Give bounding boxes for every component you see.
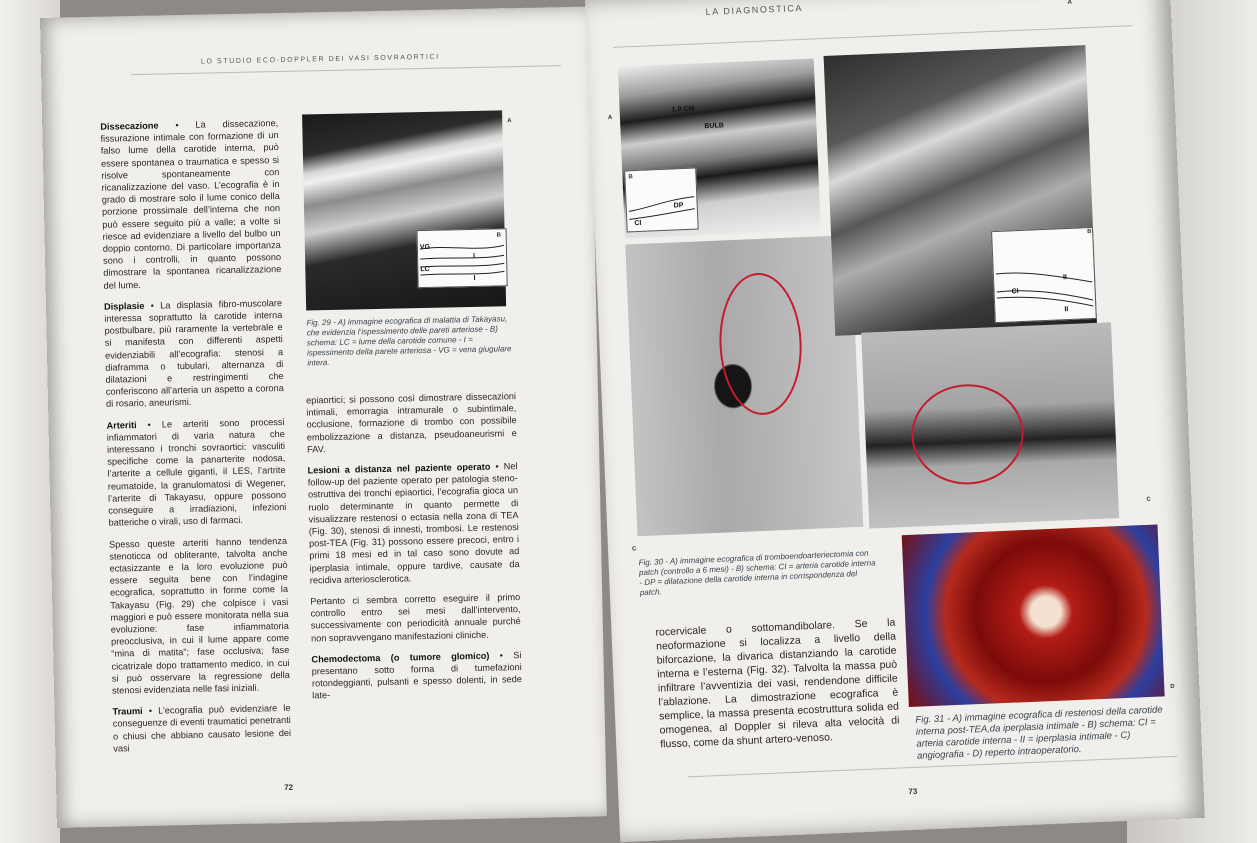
fig29-label-b: B: [496, 232, 502, 239]
fig29-label-a: A: [507, 118, 512, 125]
fig29-schema: [417, 228, 508, 288]
paragraph-pertanto: Pertanto ci sembra corretto eseguire il primo controllo entro sei mesi dall’intervento, successivamente con periodicità annuale purché non sopravvengano manifestazioni cliniche.: [310, 592, 521, 644]
fig30-caption: Fig. 30 - A) immagine ecografica di tromboendoarteriectomia con patch (controllo a 6 mesi) - B) schema: CI = arteria carotide interna - DP = dilatazione della carotide interna in corrispondenza del patch.: [638, 548, 876, 598]
fig30-label-ci: CI: [634, 219, 642, 228]
header-rule: [131, 65, 561, 75]
fig31-schema: [991, 227, 1097, 323]
left-column-1: [100, 117, 291, 764]
fig30-label-measure: 1.9 CM: [671, 105, 695, 114]
fig29-label-i1: I: [473, 252, 476, 260]
fig31-label-c: C: [1146, 496, 1151, 503]
paragraph-traumi: Traumi • L’ecografia può evidenziare le conseguenze di eventi traumatici penetranti o chiusi che abbiano causato lesione dei vasi: [112, 703, 292, 754]
left-page: [40, 6, 607, 827]
fig31-label-a: A: [1067, 0, 1073, 6]
fig29-label-vg: VG: [419, 243, 431, 252]
fig29-label-lc: LC: [420, 265, 430, 274]
fig31-label-b: B: [1087, 228, 1092, 236]
fig30-label-dp: DP: [673, 202, 684, 210]
fig29-caption: Fig. 29 - A) immagine ecografica di malattia di Takayasu, che evidenzia l’ispessimento delle pareti arteriose - B) schema: LC = lume della carotide comune - I = ispessimento della parete arteriosa - VG = vena giugulare intera.: [306, 314, 512, 368]
fig30-label-b: B: [628, 174, 633, 181]
paragraph-rocervicale: rocervicale o sottomandibolare. Se la neoformazione si localizza a livello della biforcazione, la divarica distanziando la carotide interna e l’esterna (Fig. 32). Talvolta la massa può infiltrare l’avventizia dei vasi, rendendone difficile l’ablazione. La dimostrazione ecografica è semplice, la massa presenta ecostruttura solida ed omogenea, al Doppler si rileva alta velocità di flusso, come da shunt artero-venoso.: [655, 616, 900, 751]
fig31-label-ci: CI: [1011, 288, 1019, 296]
paragraph-dissecazione: Dissecazione • La dissecazione, fissurazione intimale con formazione di un falso lume della carotide interna, può essere spontanea o traumatica e spesso si risolve spontaneamente con ricanalizzazione del vaso. L’ecografia è in grado di mostrare solo il lume conico della porzione prossimale dell’interna che non può essere seguito più a valle; a volte si riesce ad evidenziare a livello del bulbo un doppio contorno. Di particolare importanza sono i controlli, in quanto possono dimostrare la spontanea ricanalizzazione del lume.: [100, 118, 282, 291]
paragraph-displasie: Displasie • La displasia fibro-muscolare interessa soprattutto la carotide interna postbulbare, più raramente la vertebrale e si manifesta con differenti aspetti evidenziabili all’ecografia: stenosi a diaframma o tubulari, alternanza di dilatazioni e restringimenti che conferiscono all’arteria un aspetto a corona di rosario, aneurismi.: [103, 297, 284, 410]
fig29-label-i2: I: [473, 274, 476, 282]
paragraph-lesioni: Lesioni a distanza nel paziente operato • Nel follow-up del paziente operato per patologia steno-ostruttiva dei tronchi epiaortici, l’ecografia gioca un ruolo determinante in quanto permette di visualizzare restenosi o ectasia nella zona di TEA (Fig. 30), stenosi di innesti, trombosi. Le restenosi post-TEA (Fig. 31) possono essere precoci, entro i primi 18 mesi ed in tal caso sono dovute ad iperplasia intimale, oppure tardive, causate da recidiva arteriosclerotica.: [307, 461, 520, 586]
header-rule-right: [613, 25, 1133, 48]
paragraph-epiaortici: epiaortici; si possono così dimostrare dissecazioni intimali, emorragia intramurale o subintimale, occlusione, formazione di trombo con possibile embolizzazione a distanza, pseudoaneurismi e FAV.: [305, 391, 517, 455]
fig30-label-bulb: BULB: [704, 122, 724, 131]
paragraph-chemodectoma: Chemodectoma (o tumore glomico) • Si presentano sotto forma di tumefazioni rotondeggianti, pulsanti e spesso dolenti, in sede late-: [311, 649, 523, 701]
paragraph-arteriti: Arteriti • Le arteriti sono processi infiammatori di varia natura che interessano i tronchi sovraortici: vasculiti specifiche come la panarterite nodosa, l’arterite a cellule giganti, il LES, l’artrite reumatoide, la granulomatosi di Wegener, l’arterite di Takayasu, oppure possono conseguire a irradiazioni, infezioni batteriche o virali, uso di farmaci.: [106, 416, 287, 528]
fig31-caption: Fig. 31 - A) immagine ecografica di restenosi della carotide interna post-TEA,da iperplasia intimale - B) schema: CI = arteria carotide interna - II = iperplasia intimale - C) angiografia - D) reperto intraoperatorio.: [915, 704, 1163, 762]
page-number-left: 72: [284, 782, 294, 793]
fig31-label-d: D: [1170, 683, 1175, 691]
fig31-label-ii2: II: [1064, 306, 1069, 314]
fig30-label-a: A: [607, 114, 613, 122]
right-body-text: [655, 616, 900, 761]
fig30-label-c: C: [631, 546, 637, 553]
running-head: LO STUDIO ECO-DOPPLER DEI VASI SOVRAORTICI: [200, 53, 440, 66]
paragraph-arteriti-evoluzione: Spesso queste arteriti hanno tendenza stenoticca od obliterante, talvolta anche ectasizzante e la loro evoluzione può essere seguita bene con l’indagine ecografica, soprattutto in forme come la Takayasu (Fig. 29) che colpisce i vasi maggiori e può essere monitorata nella sua evoluzione: fase infiammatoria preocclusiva, in cui il lume appare come “mina di matita”; fase occlusiva; fase cicatrizale dopo trattamento medico, in cui si può osservare la regressione della stenosi evidenziata nelle fasi iniziali.: [108, 535, 290, 696]
fig31-label-ii1: II: [1062, 274, 1068, 282]
left-column-2: [306, 390, 523, 711]
page-number-right: 73: [908, 786, 918, 797]
right-page: [585, 0, 1205, 842]
running-head-right: LA DIAGNOSTICA: [705, 2, 804, 17]
fig31-intraoperative-photo: [902, 524, 1165, 707]
